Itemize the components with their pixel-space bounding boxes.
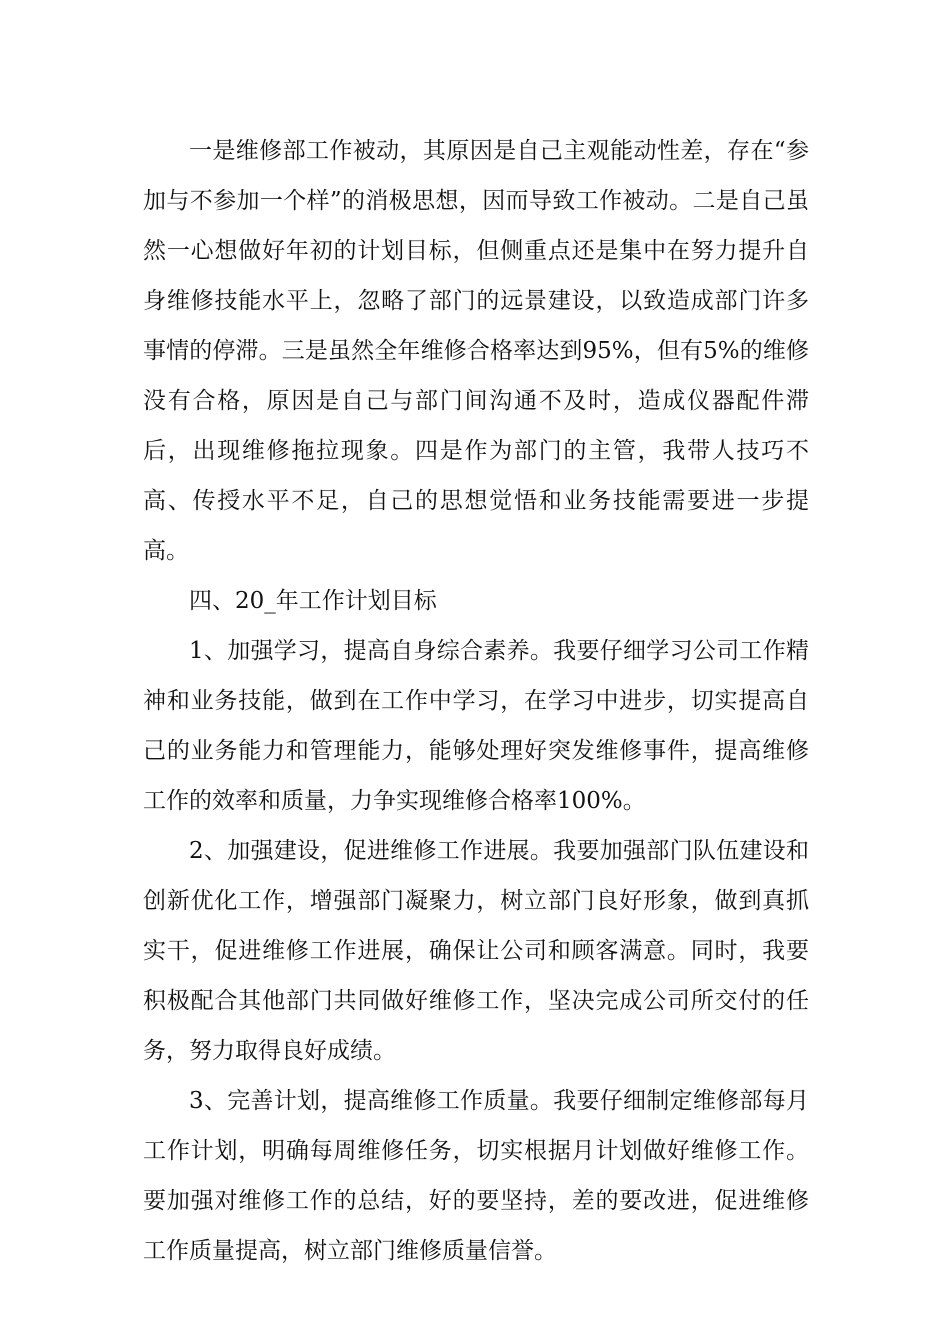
section-heading: 四、20_年工作计划目标 <box>189 588 437 614</box>
paragraph-goal-2: 2、加强建设，促进维修工作进展。我要加强部门队伍建设和创新优化工作，增强部门凝聚力，树立部门良好形象，做到真抓实干，促进维修工作进展，确保让公司和顾客满意。同时，我要积极配合其他部门共同做好维修工作，坚决完成公司所交付的任务，努力取得良好成绩。 <box>143 838 809 1064</box>
paragraph-goal-1: 1、加强学习，提高自身综合素养。我要仔细学习公司工作精神和业务技能，做到在工作中学习，在学习中进步，切实提高自己的业务能力和管理能力，能够处理好突发维修事件，提高维修工作的效率和质量，力争实现维修合格率100%。 <box>143 638 809 814</box>
paragraph-goal-3: 3、完善计划，提高维修工作质量。我要仔细制定维修部每月工作计划，明确每周维修任务，切实根据月计划做好维修工作。要加强对维修工作的总结，好的要坚持，差的要改进，促进维修工作质量提高，树立部门维修质量信誉。 <box>143 1088 809 1264</box>
document-body <box>143 126 809 1276</box>
paragraph-problems: 一是维修部工作被动，其原因是自己主观能动性差，存在“参加与不参加一个样”的消极思想，因而导致工作被动。二是自己虽然一心想做好年初的计划目标，但侧重点还是集中在努力提升自身维修技能水平上，忽略了部门的远景建设，以致造成部门许多事情的停滞。三是虽然全年维修合格率达到95%，但有5%的维修没有合格，原因是自己与部门间沟通不及时，造成仪器配件滞后，出现维修拖拉现象。四是作为部门的主管，我带人技巧不高、传授水平不足，自己的思想觉悟和业务技能需要进一步提高。 <box>143 138 809 564</box>
